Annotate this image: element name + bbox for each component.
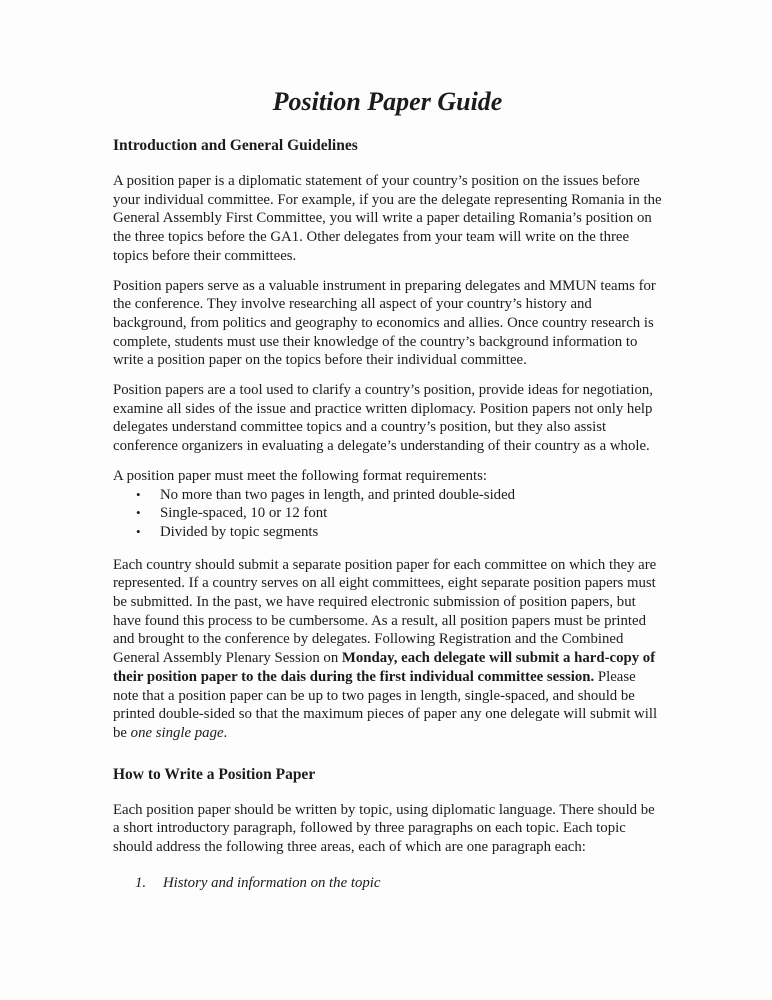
paragraph-submission-policy: Each country should submit a separate position paper for each committee on which they are represented. If a country serves on all eight committees, eight separate position papers must be submitted. In the past, we have required electronic submission of position papers, but have found this process to be cumbersome. As a result, all position papers must be printed and brought to the conference by delegates. Following Registration and the Combined General Assembly Plenary Session on Monday, each delegate will submit a hard-copy of their position paper to the dais during the first individual committee session. Please note that a position paper can be up to two pages in length, single-spaced, and should be printed double-sided so that the maximum pieces of paper any one delegate will submit will be one single page. xyxy=(113,556,658,741)
paragraph-position-papers-tool: Position papers are a tool used to clarify a country’s position, provide ideas for negotiation, examine all sides of the issue and practice written diplomacy. Position papers not only help delegates understand committee topics and a country’s position, but they also assist conference organizers in evaluating a delegate’s understanding of their country as a whole. xyxy=(113,382,653,455)
document-content xyxy=(113,0,662,893)
section-heading-introduction: Introduction and General Guidelines xyxy=(113,137,358,154)
list-item-segments xyxy=(113,523,662,542)
section-heading-how-to-write: How to Write a Position Paper xyxy=(113,765,316,783)
format-requirements-list xyxy=(113,486,662,542)
list-item-length xyxy=(113,486,662,505)
list-item-text: Single-spaced, 10 or 12 font xyxy=(160,505,328,522)
topic-areas-list xyxy=(113,874,662,893)
bullet-icon: • xyxy=(136,523,141,539)
format-requirements-intro: A position paper must meet the following format requirements: xyxy=(113,467,487,484)
list-item-text: Divided by topic segments xyxy=(160,523,319,540)
item-text: History and information on the topic xyxy=(163,874,381,891)
paragraph-writing-by-topic: Each position paper should be written by topic, using diplomatic language. There should be a short introductory paragraph, followed by three paragraphs on each topic. Each topic should address the following three areas, each of which are one paragraph each: xyxy=(113,801,655,856)
item-number: 1. xyxy=(135,874,147,891)
page-title: Position Paper Guide xyxy=(272,87,503,116)
paragraph-position-papers-purpose: Position papers serve as a valuable instrument in preparing delegates and MMUN teams for the conference. They involve researching all aspect of your country’s history and background, from politics and geography to economics and allies. Once country research is complete, students must use their knowledge of the country’s background information to write a position paper on the topics before their individual committee. xyxy=(113,277,656,369)
list-item-spacing xyxy=(113,504,662,523)
bullet-icon: • xyxy=(136,505,141,521)
bullet-icon: • xyxy=(136,486,141,502)
numbered-item-history xyxy=(113,874,662,893)
list-item-text: No more than two pages in length, and printed double-sided xyxy=(160,486,516,503)
paragraph-position-paper-definition: A position paper is a diplomatic statement of your country’s position on the issues before your individual committee. For example, if you are the delegate representing Romania in the General Assembly First Committee, you will write a paper detailing Romania’s position on the three topics before the GA1. Other delegates from your team will write on the three topics before their committees. xyxy=(113,173,662,264)
